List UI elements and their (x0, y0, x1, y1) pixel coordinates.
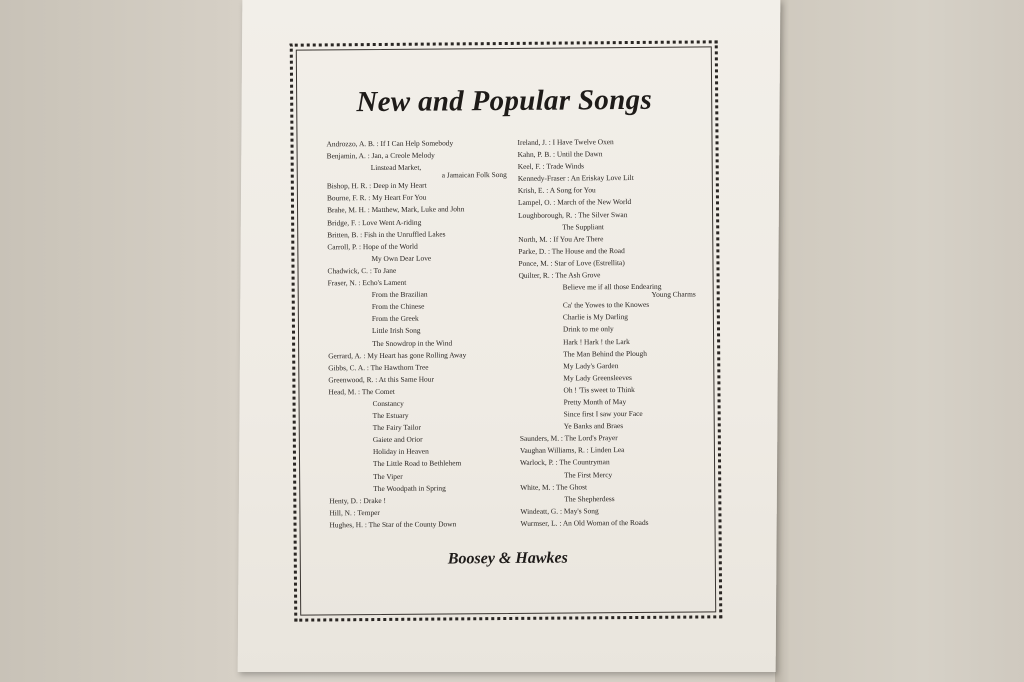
song-entry: Since first I saw your Face (563, 408, 643, 419)
song-entry: Vaughan Williams, R. : Linden Lea (519, 445, 625, 456)
song-entry: The Suppliant (562, 221, 604, 232)
song-entry: Greenwood, R. : At this Same Hour (328, 374, 434, 385)
song-entry: Drink to me only (562, 324, 614, 334)
song-entry: Holiday in Heaven (372, 446, 429, 457)
page-title: New and Popular Songs (356, 83, 653, 119)
song-entry: Androzzo, A. B. : If I Can Help Somebody (326, 138, 454, 149)
song-entry: Pretty Month of May (563, 397, 627, 407)
table-surface-right (775, 0, 1024, 682)
song-entry: From the Greek (371, 313, 419, 324)
song-entry: Little Irish Song (371, 326, 421, 336)
song-entry: Oh ! 'Tis sweet to Think (563, 384, 635, 395)
song-entry: Ponce, M. : Star of Love (Estrellita) (518, 258, 625, 268)
song-entry: The Viper (373, 471, 403, 481)
song-entry: Hark ! Hark ! the Lark (563, 336, 630, 347)
song-entry: The Estuary (372, 410, 409, 421)
song-entry: Gibbs, C. A. : The Hawthorn Tree (328, 362, 429, 373)
song-entry: Charlie is My Darling (562, 312, 629, 322)
song-entry: Bishop, H. R. : Deep in My Heart (326, 180, 427, 191)
song-entry: Keel, F. : Trade Winds (517, 161, 585, 172)
song-entry: White, M. : The Ghost (520, 481, 588, 492)
song-entry: My Lady's Garden (563, 360, 619, 371)
song-entry: a Jamaican Folk Song (441, 170, 507, 180)
song-entry: Bourne, F. R. : My Heart For You (326, 192, 427, 203)
song-entry: Chadwick, C. : To Jane (327, 265, 397, 276)
song-entry: The Little Road to Bethlehem (373, 458, 462, 469)
song-entry: From the Brazilian (371, 289, 428, 300)
song-entry: Ca' the Yowes to the Knowes (562, 300, 650, 310)
song-entry: Ye Banks and Braes (563, 421, 624, 431)
song-list-left-column (326, 137, 529, 532)
song-entry: Kennedy-Fraser : An Eriskay Love Lilt (517, 173, 634, 184)
song-entry: Brahe, M. H. : Matthew, Mark, Luke and John (327, 204, 465, 215)
song-entry: Parke, D. : The House and the Road (518, 245, 625, 256)
song-entry: Linstead Market, (370, 162, 422, 173)
song-entry: My Lady Greensleeves (563, 372, 632, 383)
song-entry: Carroll, P. : Hope of the World (327, 241, 418, 252)
song-entry: The First Mercy (564, 469, 613, 480)
song-entry: Believe me if all those Endearing (562, 281, 662, 292)
song-entry: Quilter, R. : The Ash Grove (518, 270, 601, 280)
table-surface-left (0, 0, 240, 682)
song-entry: The Fairy Tailor (372, 422, 421, 433)
song-entry: Kahn, P. B. : Until the Dawn (517, 149, 603, 159)
decorative-border (290, 40, 723, 621)
song-entry: Young Charms (651, 289, 696, 300)
song-entry: My Own Dear Love (371, 253, 432, 263)
song-entry: Warlock, P. : The Countryman (520, 457, 610, 468)
song-entry: Ireland, J. : I Have Twelve Oxen (517, 137, 614, 147)
song-entry: Loughborough, R. : The Silver Swan (518, 209, 628, 220)
song-entry: Saunders, M. : The Lord's Prayer (519, 433, 618, 444)
song-entry: The Snowdrop in the Wind (372, 337, 453, 348)
song-entry: Gerrard, A. : My Heart has gone Rolling Away (328, 349, 467, 360)
song-entry: The Shepherdess (564, 493, 615, 504)
song-entry: Benjamin, A. : Jan, a Creole Melody (326, 150, 435, 161)
song-entry: Hughes, H. : The Star of the County Down (329, 519, 457, 530)
song-entry: Wurmser, L. : An Old Woman of the Roads (520, 517, 649, 528)
publisher-name: Boosey & Hawkes (447, 549, 568, 568)
song-entry: Constancy (372, 398, 404, 409)
song-entry: The Woodpath in Spring (373, 483, 446, 493)
song-entry: Britten, B. : Fish in the Unruffled Lakes (327, 229, 446, 240)
song-entry: Bridge, F. : Love Went A-riding (327, 217, 422, 227)
song-entry: Windeatt, G. : May's Song (520, 506, 599, 516)
song-entry: Head, M. : The Comet (328, 386, 395, 397)
song-list-right-column (517, 135, 715, 530)
song-entry: From the Chinese (371, 301, 425, 312)
song-entry: Gaiete and Orior (372, 434, 423, 445)
song-entry: The Man Behind the Plough (563, 348, 647, 359)
song-entry: Fraser, N. : Echo's Lament (327, 277, 407, 288)
song-entry: Lampel, O. : March of the New World (517, 197, 632, 208)
song-entry: Hill, N. : Temper (329, 507, 380, 518)
song-entry: Henty, D. : Drake ! (329, 495, 386, 506)
song-entry: Krish, E. : A Song for You (517, 185, 596, 196)
song-entry: North, M. : If You Are There (518, 233, 604, 244)
